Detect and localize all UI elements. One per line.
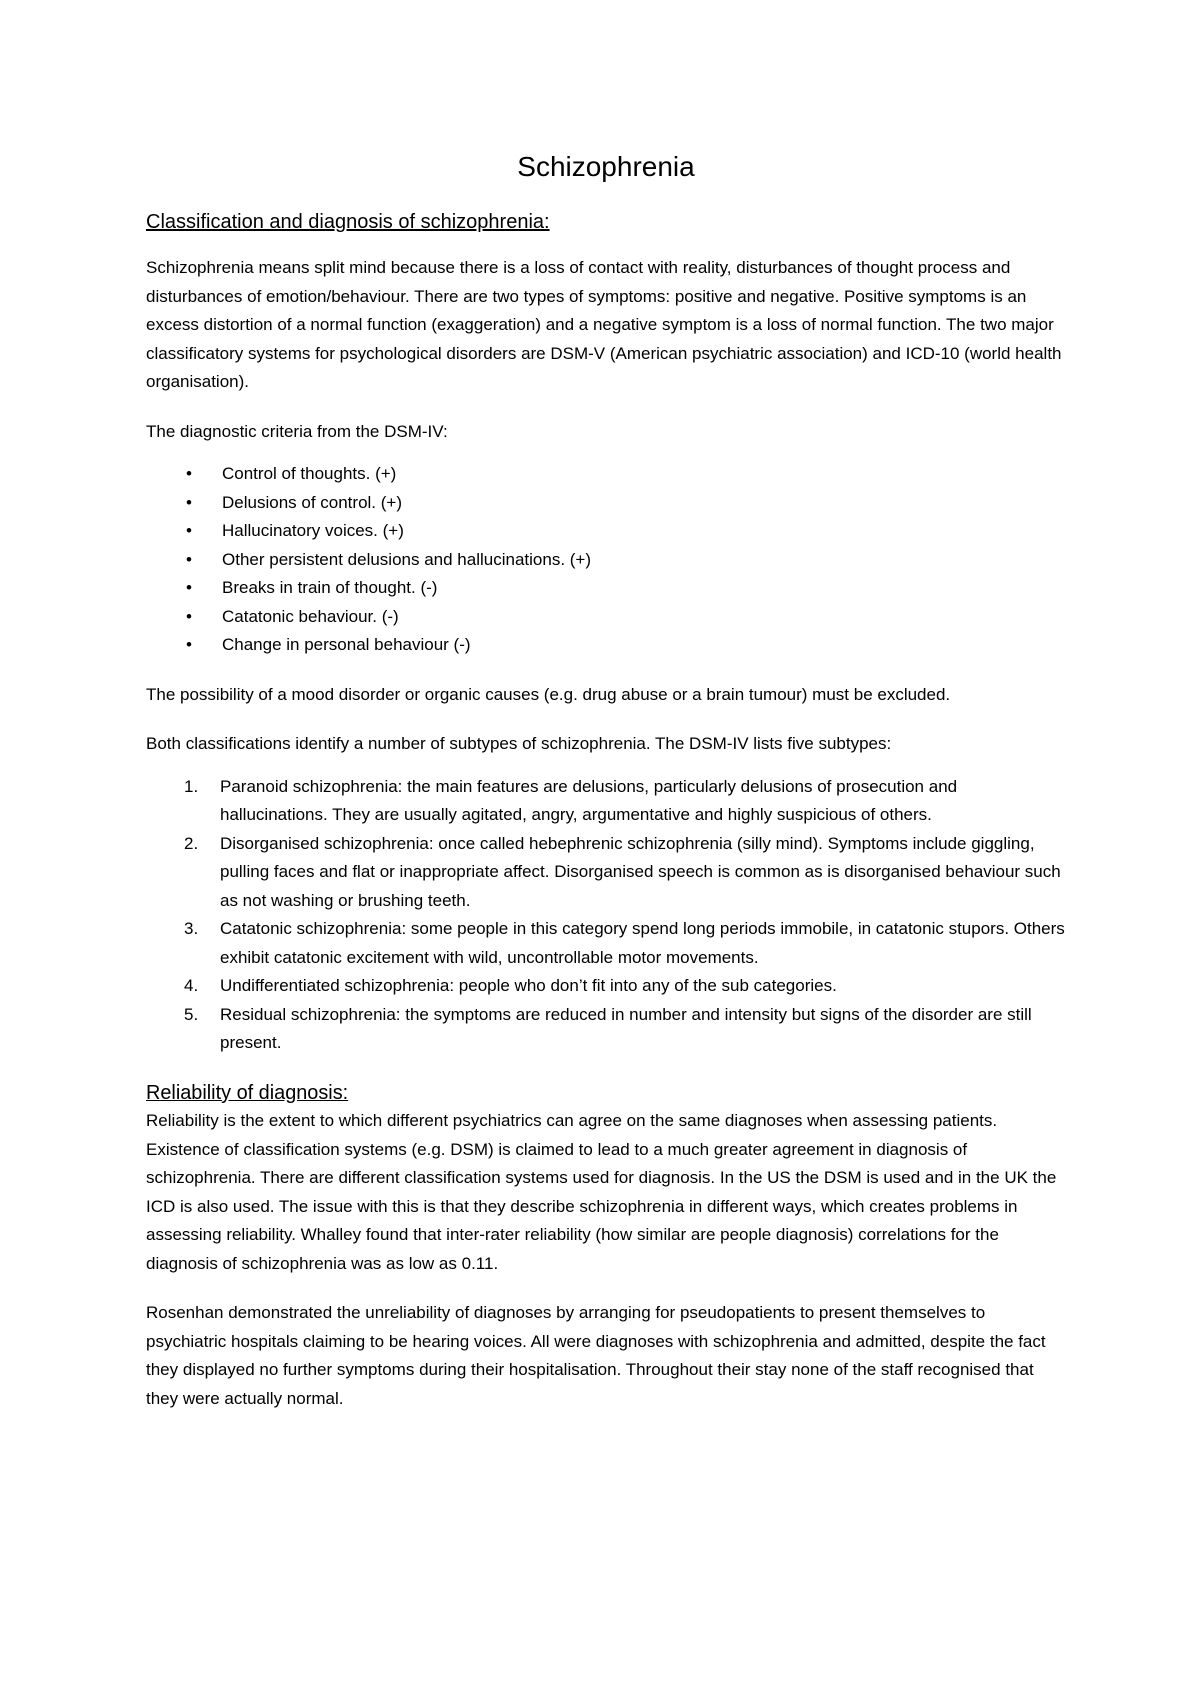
list-item: • Delusions of control. (+) bbox=[146, 489, 1066, 518]
list-item: • Other persistent delusions and hallucinations. (+) bbox=[146, 546, 1066, 575]
list-item bbox=[146, 773, 1066, 830]
list-item: • Breaks in train of thought. (-) bbox=[146, 574, 1066, 603]
list-item bbox=[146, 915, 1066, 972]
section-heading-classification: Classification and diagnosis of schizophrenia: bbox=[146, 211, 550, 233]
list-item: • Hallucinatory voices. (+) bbox=[146, 517, 1066, 546]
subtypes-list bbox=[146, 773, 1066, 1058]
intro-paragraph: Schizophrenia means split mind because there is a loss of contact with reality, disturbances of thought process and disturbances of emotion/behaviour. There are two types of symptoms: positive and negative. Positive symptoms is an excess distortion of a normal function (exaggeration) and a negative symptom is a loss of normal function. The two major classificatory systems for psychological disorders are DSM-V (American psychiatric association) and ICD-10 (world health organisation). bbox=[146, 258, 1062, 391]
subtypes-intro: Both classifications identify a number of subtypes of schizophrenia. The DSM-IV lists five subtypes: bbox=[146, 734, 892, 753]
rosenhan-paragraph: Rosenhan demonstrated the unreliability of diagnoses by arranging for pseudopatients to present themselves to psychiatric hospitals claiming to be hearing voices. All were diagnoses with schizophrenia and admitted, despite the fact they displayed no further symptoms during their hospitalisation. Throughout their stay none of the staff recognised that they were actually normal. bbox=[146, 1303, 1046, 1408]
list-number: 5. bbox=[184, 1004, 199, 1024]
list-item: • Catatonic behaviour. (-) bbox=[146, 603, 1066, 632]
list-number: 1. bbox=[184, 776, 199, 796]
criteria-list bbox=[146, 460, 1066, 660]
list-item-text: Disorganised schizophrenia: once called hebephrenic schizophrenia (silly mind). Symptoms include giggling, pulling faces and flat or inappropriate affect. Disorganised speech is common as is disorganised behaviour such as not washing or brushing teeth. bbox=[220, 833, 1061, 910]
list-item: • Change in personal behaviour (-) bbox=[146, 631, 1066, 660]
list-number: 2. bbox=[184, 833, 199, 853]
document-page bbox=[146, 150, 1066, 1434]
list-number: 4. bbox=[184, 976, 199, 995]
list-item bbox=[146, 972, 1066, 1001]
reliability-paragraph: Reliability is the extent to which different psychiatrics can agree on the same diagnoses when assessing patients. Existence of classification systems (e.g. DSM) is claimed to lead to a much greater agreement in diagnosis of schizophrenia. There are different classification systems used for diagnosis. In the US the DSM is used and in the UK the ICD is also used. The issue with this is that they describe schizophrenia in different ways, which creates problems in assessing reliability. Whalley found that inter-rater reliability (how similar are people diagnosis) correlations for the diagnosis of schizophrenia was as low as 0.11. bbox=[146, 1111, 1057, 1273]
list-item-text: Catatonic schizophrenia: some people in this category spend long periods immobile, in catatonic stupors. Others exhibit catatonic excitement with wild, uncontrollable motor movements. bbox=[220, 919, 1065, 967]
list-item bbox=[146, 830, 1066, 916]
list-item: • Control of thoughts. (+) bbox=[146, 460, 1066, 489]
criteria-intro: The diagnostic criteria from the DSM-IV: bbox=[146, 421, 448, 441]
list-item bbox=[146, 1001, 1066, 1058]
list-item-text: Residual schizophrenia: the symptoms are reduced in number and intensity but signs of the disorder are still present. bbox=[220, 1004, 1032, 1052]
document-title: Schizophrenia bbox=[517, 151, 695, 182]
list-item-text: Paranoid schizophrenia: the main features are delusions, particularly delusions of prosecution and hallucinations. They are usually agitated, angry, argumentative and highly suspicious of others. bbox=[220, 776, 958, 824]
list-item-text: Undifferentiated schizophrenia: people who don’t fit into any of the sub categories. bbox=[220, 976, 837, 995]
exclusion-paragraph: The possibility of a mood disorder or organic causes (e.g. drug abuse or a brain tumour) must be excluded. bbox=[146, 684, 951, 704]
section-heading-reliability: Reliability of diagnosis: bbox=[146, 1081, 349, 1104]
list-number: 3. bbox=[184, 919, 199, 938]
